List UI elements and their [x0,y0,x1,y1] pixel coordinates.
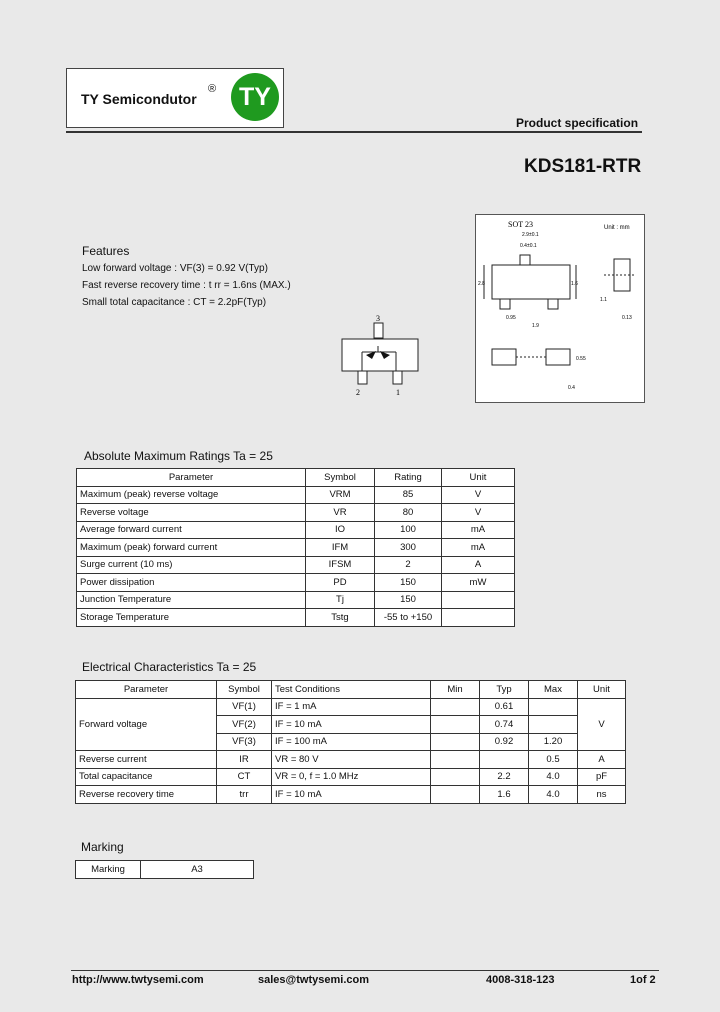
table-cell: ns [578,786,626,804]
table-cell: 1.6 [480,786,529,804]
table-cell: VRM [306,486,375,504]
table-cell: Total capacitance [76,768,217,786]
table-cell: VF(1) [217,698,272,716]
marking-table [75,860,254,879]
table-cell: Reverse recovery time [76,786,217,804]
table-cell: Tstg [306,609,375,627]
col-header: Unit [578,681,626,699]
table-cell: VR = 80 V [272,751,431,769]
table-cell: 2 [375,556,442,574]
col-header: Parameter [76,681,217,699]
marking-label: Marking [76,861,141,879]
table-cell: 100 [375,521,442,539]
table-cell: Tj [306,591,375,609]
marking-value: A3 [141,861,254,879]
pinout-diagram [336,312,426,400]
table-cell: 0.5 [529,751,578,769]
table-cell: -55 to +150 [375,609,442,627]
col-header: Parameter [77,469,306,487]
col-header: Symbol [306,469,375,487]
elec-table [75,680,626,804]
table-cell [529,698,578,716]
table-row [76,698,626,716]
table-cell: pF [578,768,626,786]
table-cell: VF(2) [217,716,272,734]
dim-label: 1.9 [532,323,539,329]
table-row [77,574,515,592]
dim-label: 2.9±0.1 [522,232,539,238]
registered-mark: ® [208,83,217,95]
pin2-label: 2 [356,388,360,397]
table-cell: A [578,751,626,769]
table-cell: mA [442,539,515,557]
part-number: KDS181-RTR [524,156,642,177]
abs-max-table [76,468,515,627]
table-cell: mW [442,574,515,592]
dim-label: 0.4±0.1 [520,243,537,249]
table-cell: 2.2 [480,768,529,786]
dim-label: 0.4 [568,385,575,391]
table-cell: Surge current (10 ms) [77,556,306,574]
table-cell [442,609,515,627]
table-cell: IF = 10 mA [272,786,431,804]
feature-item: Fast reverse recovery time : t rr = 1.6ns (MAX.) [82,280,291,291]
table-cell: CT [217,768,272,786]
table-cell: Maximum (peak) forward current [77,539,306,557]
table-cell: Reverse voltage [77,504,306,522]
footer-email[interactable]: sales@twtysemi.com [258,974,369,986]
table-row [77,591,515,609]
col-header: Rating [375,469,442,487]
col-header: Min [431,681,480,699]
table-cell: Storage Temperature [77,609,306,627]
col-header: Max [529,681,578,699]
footer-phone: 4008-318-123 [486,974,555,986]
table-cell: VF(3) [217,733,272,751]
table-cell: VR = 0, f = 1.0 MHz [272,768,431,786]
table-cell: IFM [306,539,375,557]
dim-label: 2.8 [478,281,485,287]
table-cell: Maximum (peak) reverse voltage [77,486,306,504]
col-header: Symbol [217,681,272,699]
table-cell: 0.74 [480,716,529,734]
table-cell: 300 [375,539,442,557]
feature-item: Low forward voltage : VF(3) = 0.92 V(Typ) [82,263,268,274]
table-cell: trr [217,786,272,804]
table-row [77,539,515,557]
table-cell [431,768,480,786]
footer-page: 1of 2 [630,974,656,986]
table-cell [431,751,480,769]
table-header-row [76,681,626,699]
table-cell [480,751,529,769]
table-cell: Reverse current [76,751,217,769]
table-cell: IF = 10 mA [272,716,431,734]
table-cell [431,716,480,734]
table-cell: IF = 100 mA [272,733,431,751]
table-cell [431,786,480,804]
table-cell: mA [442,521,515,539]
table-cell: PD [306,574,375,592]
dim-label: 0.55 [576,356,586,362]
table-row [77,486,515,504]
table-cell: Junction Temperature [77,591,306,609]
dim-label: 1.6 [571,281,578,287]
table-cell: Power dissipation [77,574,306,592]
table-cell: 0.92 [480,733,529,751]
abs-max-title: Absolute Maximum Ratings Ta = 25 [84,449,273,463]
table-row [77,504,515,522]
dim-label: 0.13 [622,315,632,321]
package-unit: Unit : mm [604,225,630,231]
table-cell: 80 [375,504,442,522]
header-divider [66,131,642,133]
table-row [76,768,626,786]
table-cell [431,733,480,751]
table-cell [442,591,515,609]
fv-label: Forward voltage [76,698,217,751]
company-name: TY Semicondutor [81,91,197,107]
features-title: Features [82,244,130,258]
table-row [77,609,515,627]
col-header: Test Conditions [272,681,431,699]
table-cell: V [442,504,515,522]
fv-unit: V [578,698,626,751]
table-header-row [77,469,515,487]
dim-label: 0.95 [506,315,516,321]
elec-title: Electrical Characteristics Ta = 25 [82,660,257,674]
package-name: SOT 23 [508,220,533,229]
table-cell: IFSM [306,556,375,574]
package-drawing [475,214,645,403]
table-cell: VR [306,504,375,522]
table-cell: 85 [375,486,442,504]
col-header: Unit [442,469,515,487]
table-cell: A [442,556,515,574]
table-cell: Average forward current [77,521,306,539]
spec-label: Product specification [516,116,639,130]
table-row [77,521,515,539]
table-cell: IF = 1 mA [272,698,431,716]
logo-box [66,68,284,128]
table-row [76,786,626,804]
logo-icon: TY [231,73,279,121]
table-cell: 0.61 [480,698,529,716]
pin1-label: 1 [396,388,400,397]
table-row [76,861,254,879]
pin3-label: 3 [376,314,380,323]
col-header: Typ [480,681,529,699]
table-row [76,751,626,769]
footer-divider [71,970,659,971]
table-row [77,556,515,574]
feature-item: Small total capacitance : CT = 2.2pF(Typ) [82,297,267,308]
dim-label: 1.1 [600,297,607,303]
table-cell: V [442,486,515,504]
table-cell [431,698,480,716]
table-cell: 4.0 [529,786,578,804]
table-cell: IR [217,751,272,769]
table-cell: IO [306,521,375,539]
table-cell: 150 [375,574,442,592]
table-cell: 4.0 [529,768,578,786]
marking-title: Marking [81,840,124,854]
footer-url[interactable]: http://www.twtysemi.com [72,974,204,986]
table-cell: 150 [375,591,442,609]
table-cell: 1.20 [529,733,578,751]
table-cell [529,716,578,734]
